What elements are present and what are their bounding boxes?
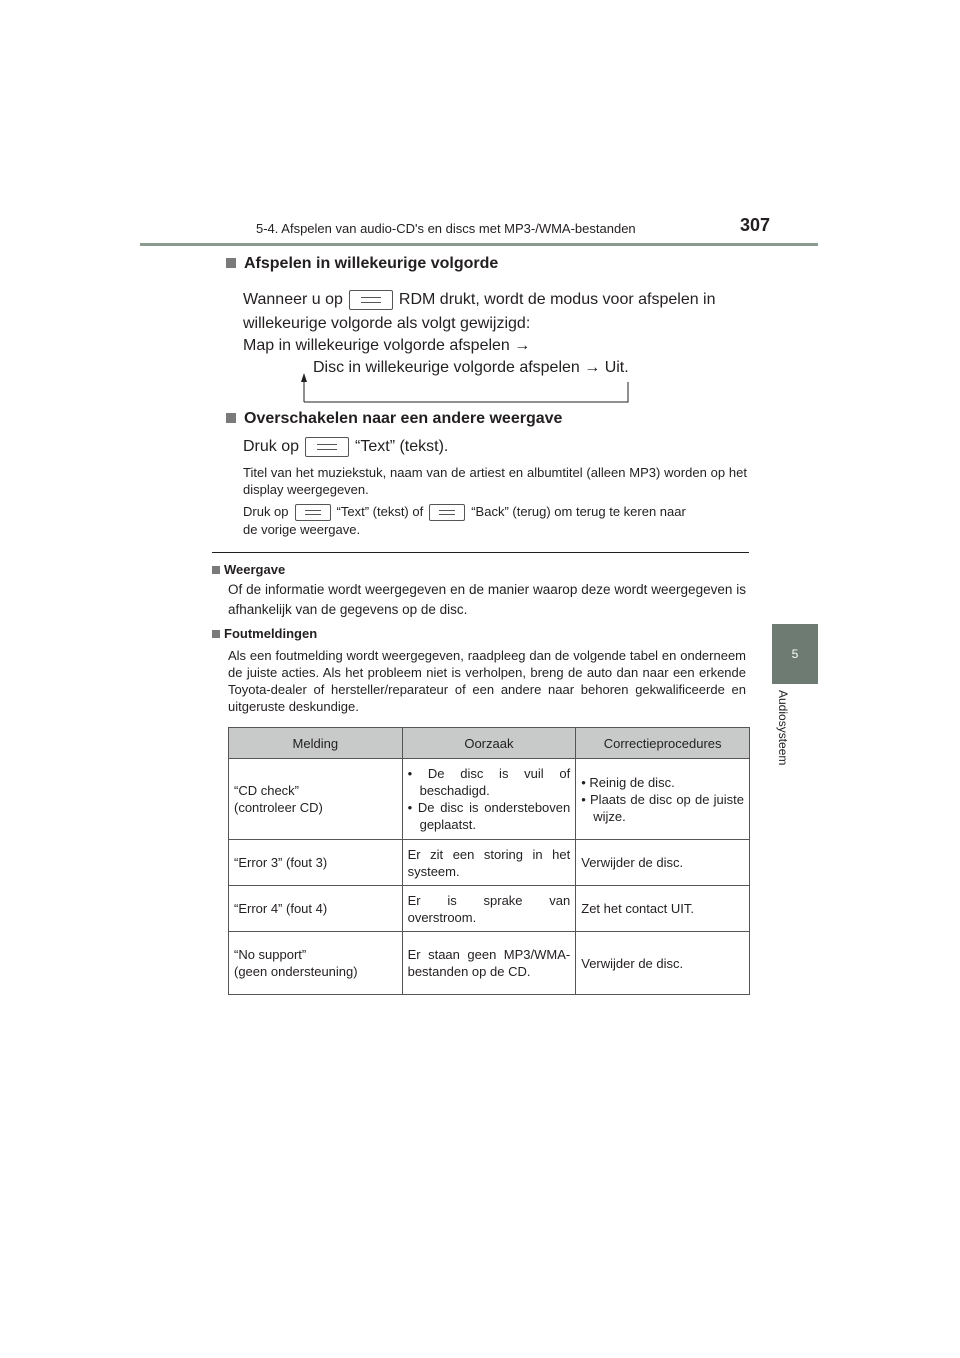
weergave-heading xyxy=(212,562,285,577)
chapter-label-container xyxy=(776,690,816,810)
header-melding: Melding xyxy=(229,728,403,759)
display-back xyxy=(243,503,753,538)
note-square-icon xyxy=(212,630,220,638)
table-row xyxy=(229,759,750,840)
back-part-1: Druk op xyxy=(243,504,289,519)
cell-oorzaak: Er is sprake van overstroom. xyxy=(402,886,576,932)
page-number: 307 xyxy=(740,215,771,235)
cell-oorzaak xyxy=(402,759,576,840)
chapter-number: 5 xyxy=(791,647,799,661)
cell-melding xyxy=(229,932,403,995)
oorzaak-bullet: • De disc is vuil of beschadigd. xyxy=(407,766,571,798)
cell-correctie: Verwijder de disc. xyxy=(576,932,750,995)
error-table xyxy=(228,727,750,995)
random-line2: willekeurige volgorde als volgt gewijzigd: xyxy=(243,315,531,332)
fout-heading-text: Foutmeldingen xyxy=(224,626,318,641)
melding-line: (geen ondersteuning) xyxy=(234,964,358,979)
fout-text: Als een foutmelding wordt weergegeven, raadpleeg dan de volgende tabel en onderneem de juiste acties. Als het probleem niet is verholpen, breng de auto dan naar een erkende Toyota-dealer of hersteller/reparateur of een andere naar behoren gekwalificeerde en uitgeruste deskundige. xyxy=(228,648,746,714)
back-part-2: “Text” (tekst) of xyxy=(336,504,424,519)
table-row xyxy=(229,840,750,886)
cell-oorzaak: Er zit een storing in het systeem. xyxy=(402,840,576,886)
cell-correctie: Zet het contact UIT. xyxy=(576,886,750,932)
note-square-icon xyxy=(212,566,220,574)
chapter-label: Audiosysteem xyxy=(776,690,790,766)
fout-heading xyxy=(212,626,317,641)
display-press xyxy=(243,435,448,459)
cell-melding: “Error 4” (fout 4) xyxy=(229,886,403,932)
table-header-row xyxy=(229,728,750,759)
display-heading-text: Overschakelen naar een andere weergave xyxy=(244,410,563,427)
header-correctie: Correctieprocedures xyxy=(576,728,750,759)
back-part-4: de vorige weergave. xyxy=(243,522,361,538)
cell-oorzaak: Er staan geen MP3/WMA-bestanden op de CD. xyxy=(402,932,576,995)
random-line1-before: Wanneer u op xyxy=(243,291,343,308)
text-button-icon xyxy=(295,504,331,521)
cycle-arrow xyxy=(298,372,634,404)
rdm-button-icon xyxy=(349,290,393,310)
header-oorzaak: Oorzaak xyxy=(402,728,576,759)
random-line1 xyxy=(243,288,751,312)
cell-melding xyxy=(229,759,403,840)
weergave-heading-text: Weergave xyxy=(224,562,286,577)
table-row xyxy=(229,886,750,932)
cell-correctie xyxy=(576,759,750,840)
cell-correctie: Verwijder de disc. xyxy=(576,840,750,886)
header-rule xyxy=(140,243,818,246)
correctie-bullet: • Reinig de disc. xyxy=(581,774,675,790)
melding-line: (controleer CD) xyxy=(234,800,323,815)
display-press-after: “Text” (tekst). xyxy=(355,438,449,455)
display-info: Titel van het muziekstuk, naam van de artiest en albumtitel (alleen MP3) worden op het display weergegeven. xyxy=(243,465,747,497)
display-heading xyxy=(226,410,562,428)
section-separator xyxy=(212,552,749,553)
random-heading-text: Afspelen in willekeurige volgorde xyxy=(244,255,499,272)
random-line3: Map in willekeurige volgorde afspelen → xyxy=(243,337,531,354)
display-press-before: Druk op xyxy=(243,438,300,455)
random-line4: Disc in willekeurige volgorde afspelen → Uit. xyxy=(313,359,629,376)
melding-line: “No support” xyxy=(234,947,307,962)
section-square-icon xyxy=(226,413,236,423)
table-row xyxy=(229,932,750,995)
correctie-bullet: • Plaats de disc op de juiste wijze. xyxy=(581,791,744,824)
back-button-icon xyxy=(429,504,465,521)
back-part-3: “Back” (terug) om terug te keren naar xyxy=(471,504,686,519)
melding-line: “CD check” xyxy=(234,783,300,798)
random-line1-after: RDM drukt, wordt de modus voor afspelen in xyxy=(398,291,716,308)
cell-melding: “Error 3” (fout 3) xyxy=(229,840,403,886)
chapter-tab xyxy=(772,624,818,684)
section-square-icon xyxy=(226,258,236,268)
random-heading xyxy=(226,255,498,273)
oorzaak-bullet: • De disc is ondersteboven geplaatst. xyxy=(407,800,571,832)
text-button-icon xyxy=(305,437,349,457)
section-title: 5-4. Afspelen van audio-CD's en discs met MP3-/WMA-bestanden xyxy=(256,221,636,236)
weergave-text: Of de informatie wordt weergegeven en de manier waarop deze wordt weergegeven is afhankelijk van de gegevens op de disc. xyxy=(228,582,746,617)
